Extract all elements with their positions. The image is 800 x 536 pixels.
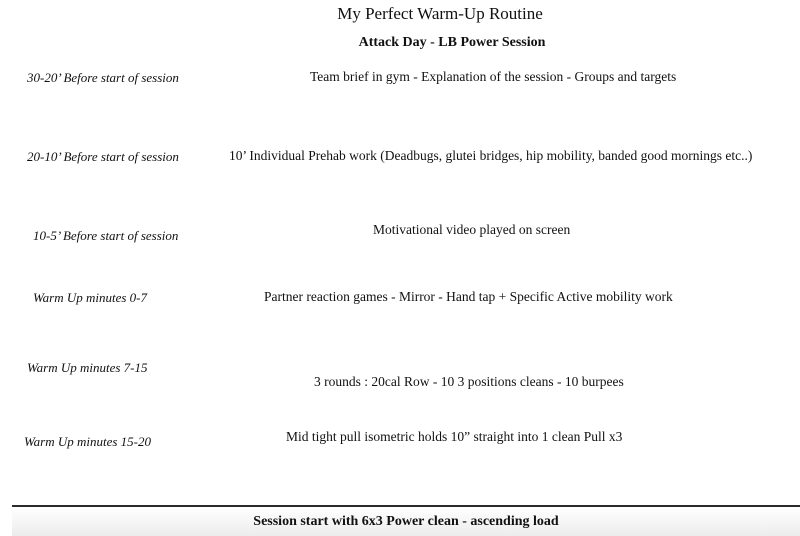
row-time-label: Warm Up minutes 7-15 (27, 360, 148, 375)
page-title: My Perfect Warm-Up Routine (337, 4, 543, 23)
row-time-label: 20-10’ Before start of session (27, 149, 179, 164)
row-time-label: Warm Up minutes 0-7 (33, 290, 147, 305)
row-description: Mid tight pull isometric holds 10” straight into 1 clean Pull x3 (286, 429, 623, 444)
row-time-label: 10-5’ Before start of session (33, 228, 179, 243)
row-time-label: Warm Up minutes 15-20 (24, 434, 151, 449)
row-time-label: 30-20’ Before start of session (27, 70, 179, 85)
row-description: Partner reaction games - Mirror - Hand tap + Specific Active mobility work (264, 289, 673, 304)
footer-text: Session start with 6x3 Power clean - ascending load (253, 514, 559, 529)
page-subtitle: Attack Day - LB Power Session (358, 35, 546, 50)
footer-bar (12, 505, 800, 536)
row-description: 3 rounds : 20cal Row - 10 3 positions cleans - 10 burpees (314, 374, 624, 389)
row-description: Team brief in gym - Explanation of the session - Groups and targets (310, 69, 677, 84)
row-description: 10’ Individual Prehab work (Deadbugs, glutei bridges, hip mobility, banded good mornings etc..) (229, 148, 753, 163)
row-description: Motivational video played on screen (373, 222, 571, 237)
